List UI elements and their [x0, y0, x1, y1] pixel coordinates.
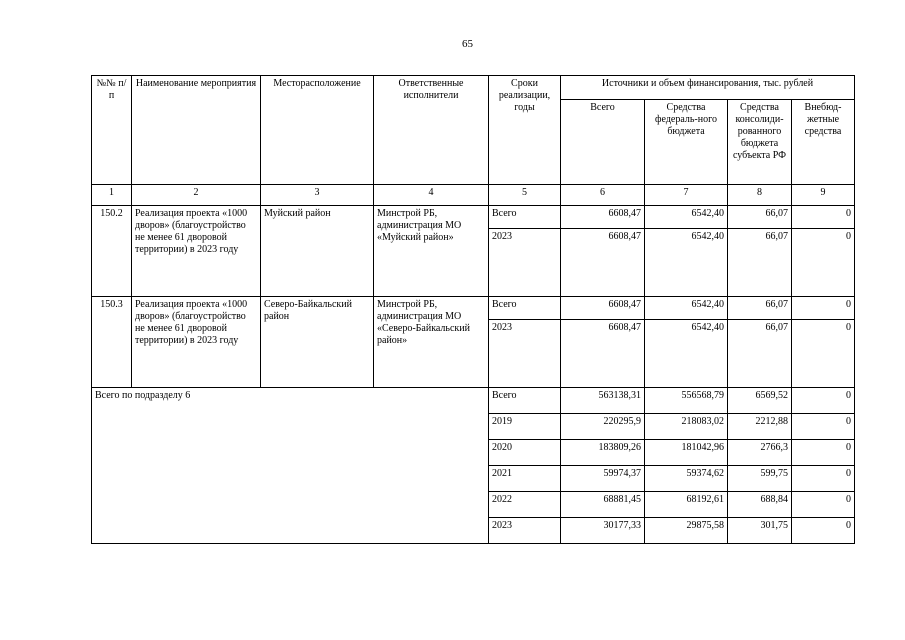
amount-extrabudget: 0 [792, 518, 855, 544]
header-location: Месторасположение [261, 76, 374, 185]
amount-total: 6608,47 [561, 229, 645, 297]
location: Муйский район [261, 206, 374, 297]
period: Всего [489, 206, 561, 229]
amount-extrabudget: 0 [792, 492, 855, 518]
amount-total: 59974,37 [561, 466, 645, 492]
amount-federal: 6542,40 [645, 297, 728, 320]
amount-extrabudget: 0 [792, 206, 855, 229]
period: Всего [489, 388, 561, 414]
col-index: 3 [261, 185, 374, 206]
amount-extrabudget: 0 [792, 320, 855, 388]
subtotal-row [92, 388, 855, 414]
amount-extrabudget: 0 [792, 388, 855, 414]
amount-total: 6608,47 [561, 297, 645, 320]
amount-total: 563138,31 [561, 388, 645, 414]
header-period: Сроки реализации, годы [489, 76, 561, 185]
header-regional: Средства консолиди-рованного бюджета субъекта РФ [728, 100, 792, 185]
amount-regional: 66,07 [728, 206, 792, 229]
amount-regional: 6569,52 [728, 388, 792, 414]
amount-total: 30177,33 [561, 518, 645, 544]
col-index: 6 [561, 185, 645, 206]
amount-federal: 218083,02 [645, 414, 728, 440]
period: 2019 [489, 414, 561, 440]
amount-extrabudget: 0 [792, 440, 855, 466]
amount-extrabudget: 0 [792, 229, 855, 297]
col-index: 7 [645, 185, 728, 206]
amount-federal: 556568,79 [645, 388, 728, 414]
amount-federal: 6542,40 [645, 229, 728, 297]
subtotal-label: Всего по подразделу 6 [92, 388, 489, 544]
period: 2023 [489, 518, 561, 544]
executors: Минстрой РБ, администрация МО «Муйский район» [374, 206, 489, 297]
header-federal: Средства федераль-ного бюджета [645, 100, 728, 185]
amount-federal: 181042,96 [645, 440, 728, 466]
amount-federal: 59374,62 [645, 466, 728, 492]
amount-total: 68881,45 [561, 492, 645, 518]
amount-regional: 66,07 [728, 229, 792, 297]
amount-total: 6608,47 [561, 320, 645, 388]
period: 2020 [489, 440, 561, 466]
amount-regional: 66,07 [728, 320, 792, 388]
period: 2022 [489, 492, 561, 518]
amount-regional: 301,75 [728, 518, 792, 544]
period: 2023 [489, 320, 561, 388]
amount-extrabudget: 0 [792, 466, 855, 492]
amount-extrabudget: 0 [792, 297, 855, 320]
amount-total: 183809,26 [561, 440, 645, 466]
row-number: 150.3 [92, 297, 132, 388]
amount-total: 6608,47 [561, 206, 645, 229]
amount-federal: 68192,61 [645, 492, 728, 518]
header-name: Наименование мероприятия [132, 76, 261, 185]
period: 2023 [489, 229, 561, 297]
amount-regional: 2212,88 [728, 414, 792, 440]
period: 2021 [489, 466, 561, 492]
amount-federal: 6542,40 [645, 206, 728, 229]
measure-name: Реализация проекта «1000 дворов» (благоустройство не менее 61 дворовой территории) в 2023 году [132, 297, 261, 388]
header-funding-group: Источники и объем финансирования, тыс. рублей [561, 76, 855, 100]
col-index: 5 [489, 185, 561, 206]
amount-federal: 6542,40 [645, 320, 728, 388]
amount-regional: 599,75 [728, 466, 792, 492]
page-number: 65 [462, 38, 473, 50]
amount-regional: 2766,3 [728, 440, 792, 466]
header-num: №№ п/п [92, 76, 132, 185]
header-total: Всего [561, 100, 645, 185]
amount-extrabudget: 0 [792, 414, 855, 440]
table-row [92, 206, 855, 229]
row-number: 150.2 [92, 206, 132, 297]
col-index: 4 [374, 185, 489, 206]
amount-regional: 66,07 [728, 297, 792, 320]
amount-federal: 29875,58 [645, 518, 728, 544]
table-row [92, 297, 855, 320]
header-executors: Ответственные исполнители [374, 76, 489, 185]
col-index: 8 [728, 185, 792, 206]
amount-regional: 688,84 [728, 492, 792, 518]
location: Северо-Байкальский район [261, 297, 374, 388]
executors: Минстрой РБ, администрация МО «Северо-Байкальский район» [374, 297, 489, 388]
col-index: 9 [792, 185, 855, 206]
col-index: 2 [132, 185, 261, 206]
measure-name: Реализация проекта «1000 дворов» (благоустройство не менее 61 дворовой территории) в 2023 году [132, 206, 261, 297]
header-row-1 [92, 76, 855, 100]
col-index: 1 [92, 185, 132, 206]
amount-total: 220295,9 [561, 414, 645, 440]
column-index-row [92, 185, 855, 206]
header-extrabudget: Внебюд-жетные средства [792, 100, 855, 185]
financing-table [91, 75, 855, 544]
period: Всего [489, 297, 561, 320]
